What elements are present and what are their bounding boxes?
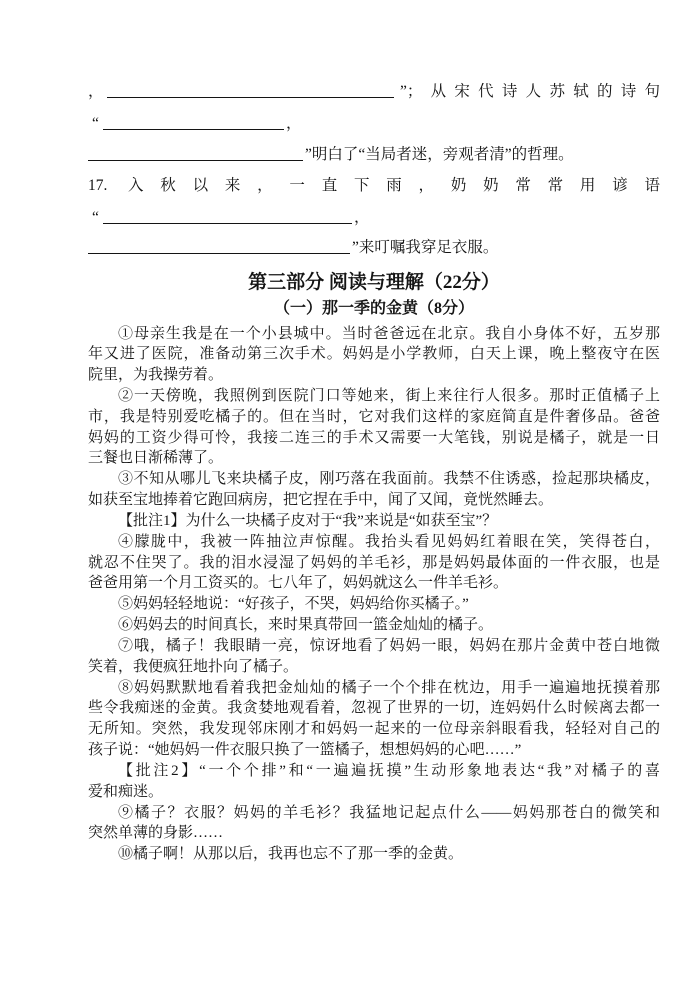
paragraph-line: 妈妈的工资少得可怜，我接二连三的手术又需要一大笔钱，别说是橘子，就是一日 [88, 429, 660, 446]
question-17: 17. 入秋以来，一直下雨，奶奶常常用谚语 [88, 177, 660, 194]
answer-blank [88, 253, 350, 254]
paragraph-line: ⑧妈妈默默地看着我把金灿灿的橘子一个个排在枕边，用手一遍遍地抚摸着那 [118, 679, 660, 696]
paragraph-line: 无所知。突然，我发现邻床刚才和妈妈一起来的一位母亲斜眼看我，轻轻对自己的 [88, 721, 660, 738]
paragraph-line: ③不知从哪儿飞来块橘子皮，刚巧落在我面前。我禁不住诱惑，捡起那块橘皮， [118, 471, 660, 488]
section-title: 第三部分 阅读与理解（22分） [248, 272, 500, 293]
paragraph-line: ①母亲生我是在一个小县城中。当时爸爸远在北京。我自小身体不好，五岁那 [118, 325, 660, 342]
paragraph-line: 院里，为我操劳着。 [88, 367, 224, 384]
paragraph-line: 孩子说：“她妈妈一件衣服只换了一篮橘子，想想妈妈的心吧……” [88, 742, 522, 759]
paragraph-7 [88, 636, 660, 678]
annotation-line: 爱和痴迷。 [88, 783, 164, 800]
line-text: ， [354, 209, 370, 226]
paragraph-line: ⑤妈妈轻轻地说：“好孩子，不哭，妈妈给你买橘子。” [118, 596, 469, 613]
paragraph-8 [88, 678, 660, 761]
paragraph-line: ④朦胧中，我被一阵抽泣声惊醒。我抬头看见妈妈红着眼在笑，笑得苍白， [118, 533, 660, 550]
paragraph-line: 爸爸用第一个月工资买的。七八年了，妈妈就这么一件羊毛衫。 [88, 575, 509, 592]
fill-line-2 [88, 108, 660, 139]
paragraph-1 [88, 324, 660, 386]
paragraph-9 [88, 803, 660, 845]
paragraph-line: ⑨橘子？衣服？妈妈的羊毛衫？我猛地记起点什么——妈妈那苍白的微笑和 [118, 804, 660, 821]
paragraph-line: ②一天傍晚，我照例到医院门口等她来，街上来往行人很多。那时正值橘子上 [118, 387, 660, 404]
passage-title: （一）那一季的金黄（8分） [273, 300, 474, 317]
paragraph-6 [88, 615, 660, 636]
fill-line-3 [88, 139, 660, 170]
paragraph-line: 三餐也日渐稀薄了。 [88, 450, 224, 467]
paragraph-3 [88, 469, 660, 511]
paragraph-line: 突然单薄的身影…… [88, 825, 224, 842]
line-text: ”来叮嘱我穿足衣服。 [352, 239, 499, 256]
answer-blank [103, 223, 352, 224]
answer-blank [88, 160, 303, 161]
fill-line-6 [88, 232, 660, 263]
answer-blank [103, 129, 284, 130]
paragraph-line: 如获至宝地捧着它跑回病房，把它捏在手中，闻了又闻，竟恍然睡去。 [88, 492, 554, 509]
annotation-line: 【批注1】为什么一块橘子皮对于“我”来说是“如获至宝”？ [118, 512, 498, 529]
paragraph-line: ⑩橘子啊！从那以后，我再也忘不了那一季的金黄。 [118, 846, 464, 863]
paragraph-4 [88, 532, 660, 594]
paragraph-10 [88, 844, 660, 865]
exam-page [88, 0, 660, 983]
paragraph-line: 年又进了医院，准备动第三次手术。妈妈是小学教师，白天上课，晚上整夜守在医 [88, 346, 660, 363]
answer-blank [107, 97, 394, 98]
paragraph-line: 笑着，我便疯狂地扑向了橘子。 [88, 658, 299, 675]
line-text: ， [286, 115, 302, 132]
line-lead-punctuation: “ [92, 115, 99, 132]
paragraph-line: 些令我痴迷的金黄。我贪婪地观看着，忽视了世界的一切，连妈妈什么时候离去都一 [88, 700, 660, 717]
line-lead-punctuation: “ [92, 209, 99, 226]
paragraph-line: 就忍不住哭了。我的泪水浸湿了妈妈的羊毛衫，那是妈妈最体面的一件衣服，也是 [88, 554, 660, 571]
reading-passage [88, 324, 660, 866]
paragraph-line: 市，我是特别爱吃橘子的。但在当时，它对我们这样的家庭简直是件奢侈品。爸爸 [88, 408, 660, 425]
annotation-line: 【批注2】“一个个排”和“一遍遍抚摸”生动形象地表达“我”对橘子的喜 [118, 762, 660, 779]
paragraph-line: ⑥妈妈去的时间真长，来时果真带回一篮金灿灿的橘子。 [118, 617, 494, 634]
annotation-1 [88, 511, 660, 532]
fill-line-1 [88, 76, 660, 107]
line-lead-punctuation: ， [88, 83, 104, 100]
annotation-2 [88, 761, 660, 803]
fill-line-5 [88, 202, 660, 233]
paragraph-5 [88, 594, 660, 615]
line-text: ”；从宋代诗人苏轼的诗句 [400, 83, 660, 100]
paragraph-line: ⑦哦，橘子！我眼睛一亮，惊讶地看了妈妈一眼，妈妈在那片金黄中苍白地微 [118, 637, 660, 654]
paragraph-2 [88, 386, 660, 469]
line-text: ”明白了“当局者迷，旁观者清”的哲理。 [305, 146, 574, 163]
